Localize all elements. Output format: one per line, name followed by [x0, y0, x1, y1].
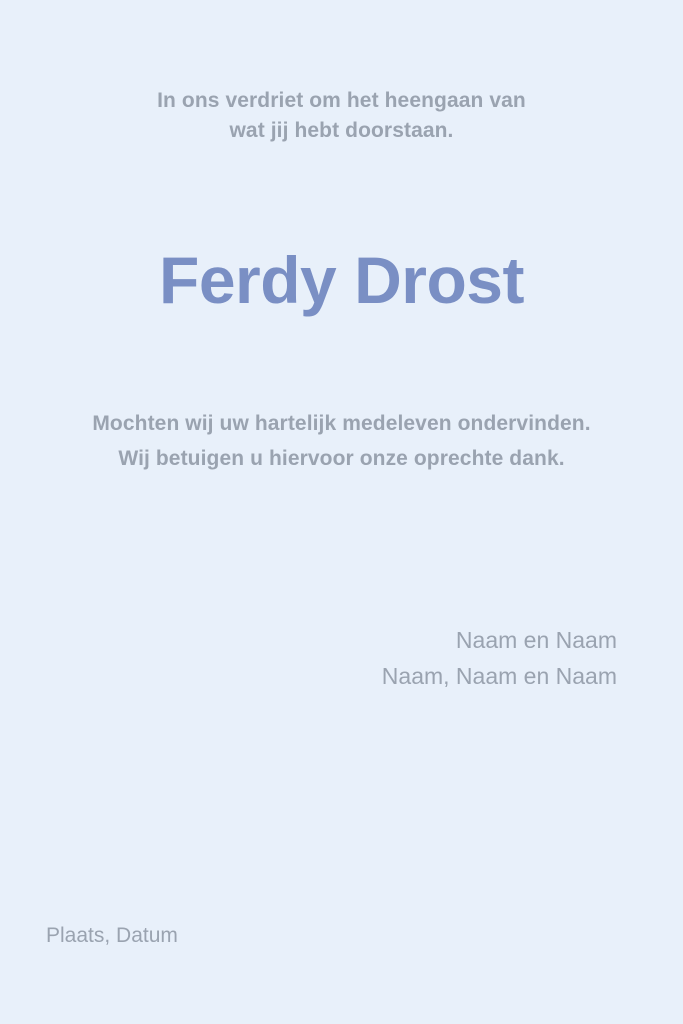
signature-line-1: Naam en Naam	[455, 627, 617, 653]
message-line-2: Wij betuigen u hiervoor onze oprechte dank.	[118, 447, 565, 470]
thank-you-message	[0, 406, 683, 476]
signature-block	[0, 622, 683, 694]
intro-line-2: wat jij hebt doorstaan.	[229, 119, 454, 142]
signature-line-2: Naam, Naam en Naam	[381, 663, 617, 689]
deceased-name: Ferdy Drost	[159, 243, 524, 317]
intro-line-1: In ons verdriet om het heengaan van	[157, 89, 526, 112]
message-line-1: Mochten wij uw hartelijk medeleven ondervinden.	[92, 412, 591, 435]
place-date: Plaats, Datum	[46, 924, 178, 947]
intro-text	[0, 86, 683, 146]
